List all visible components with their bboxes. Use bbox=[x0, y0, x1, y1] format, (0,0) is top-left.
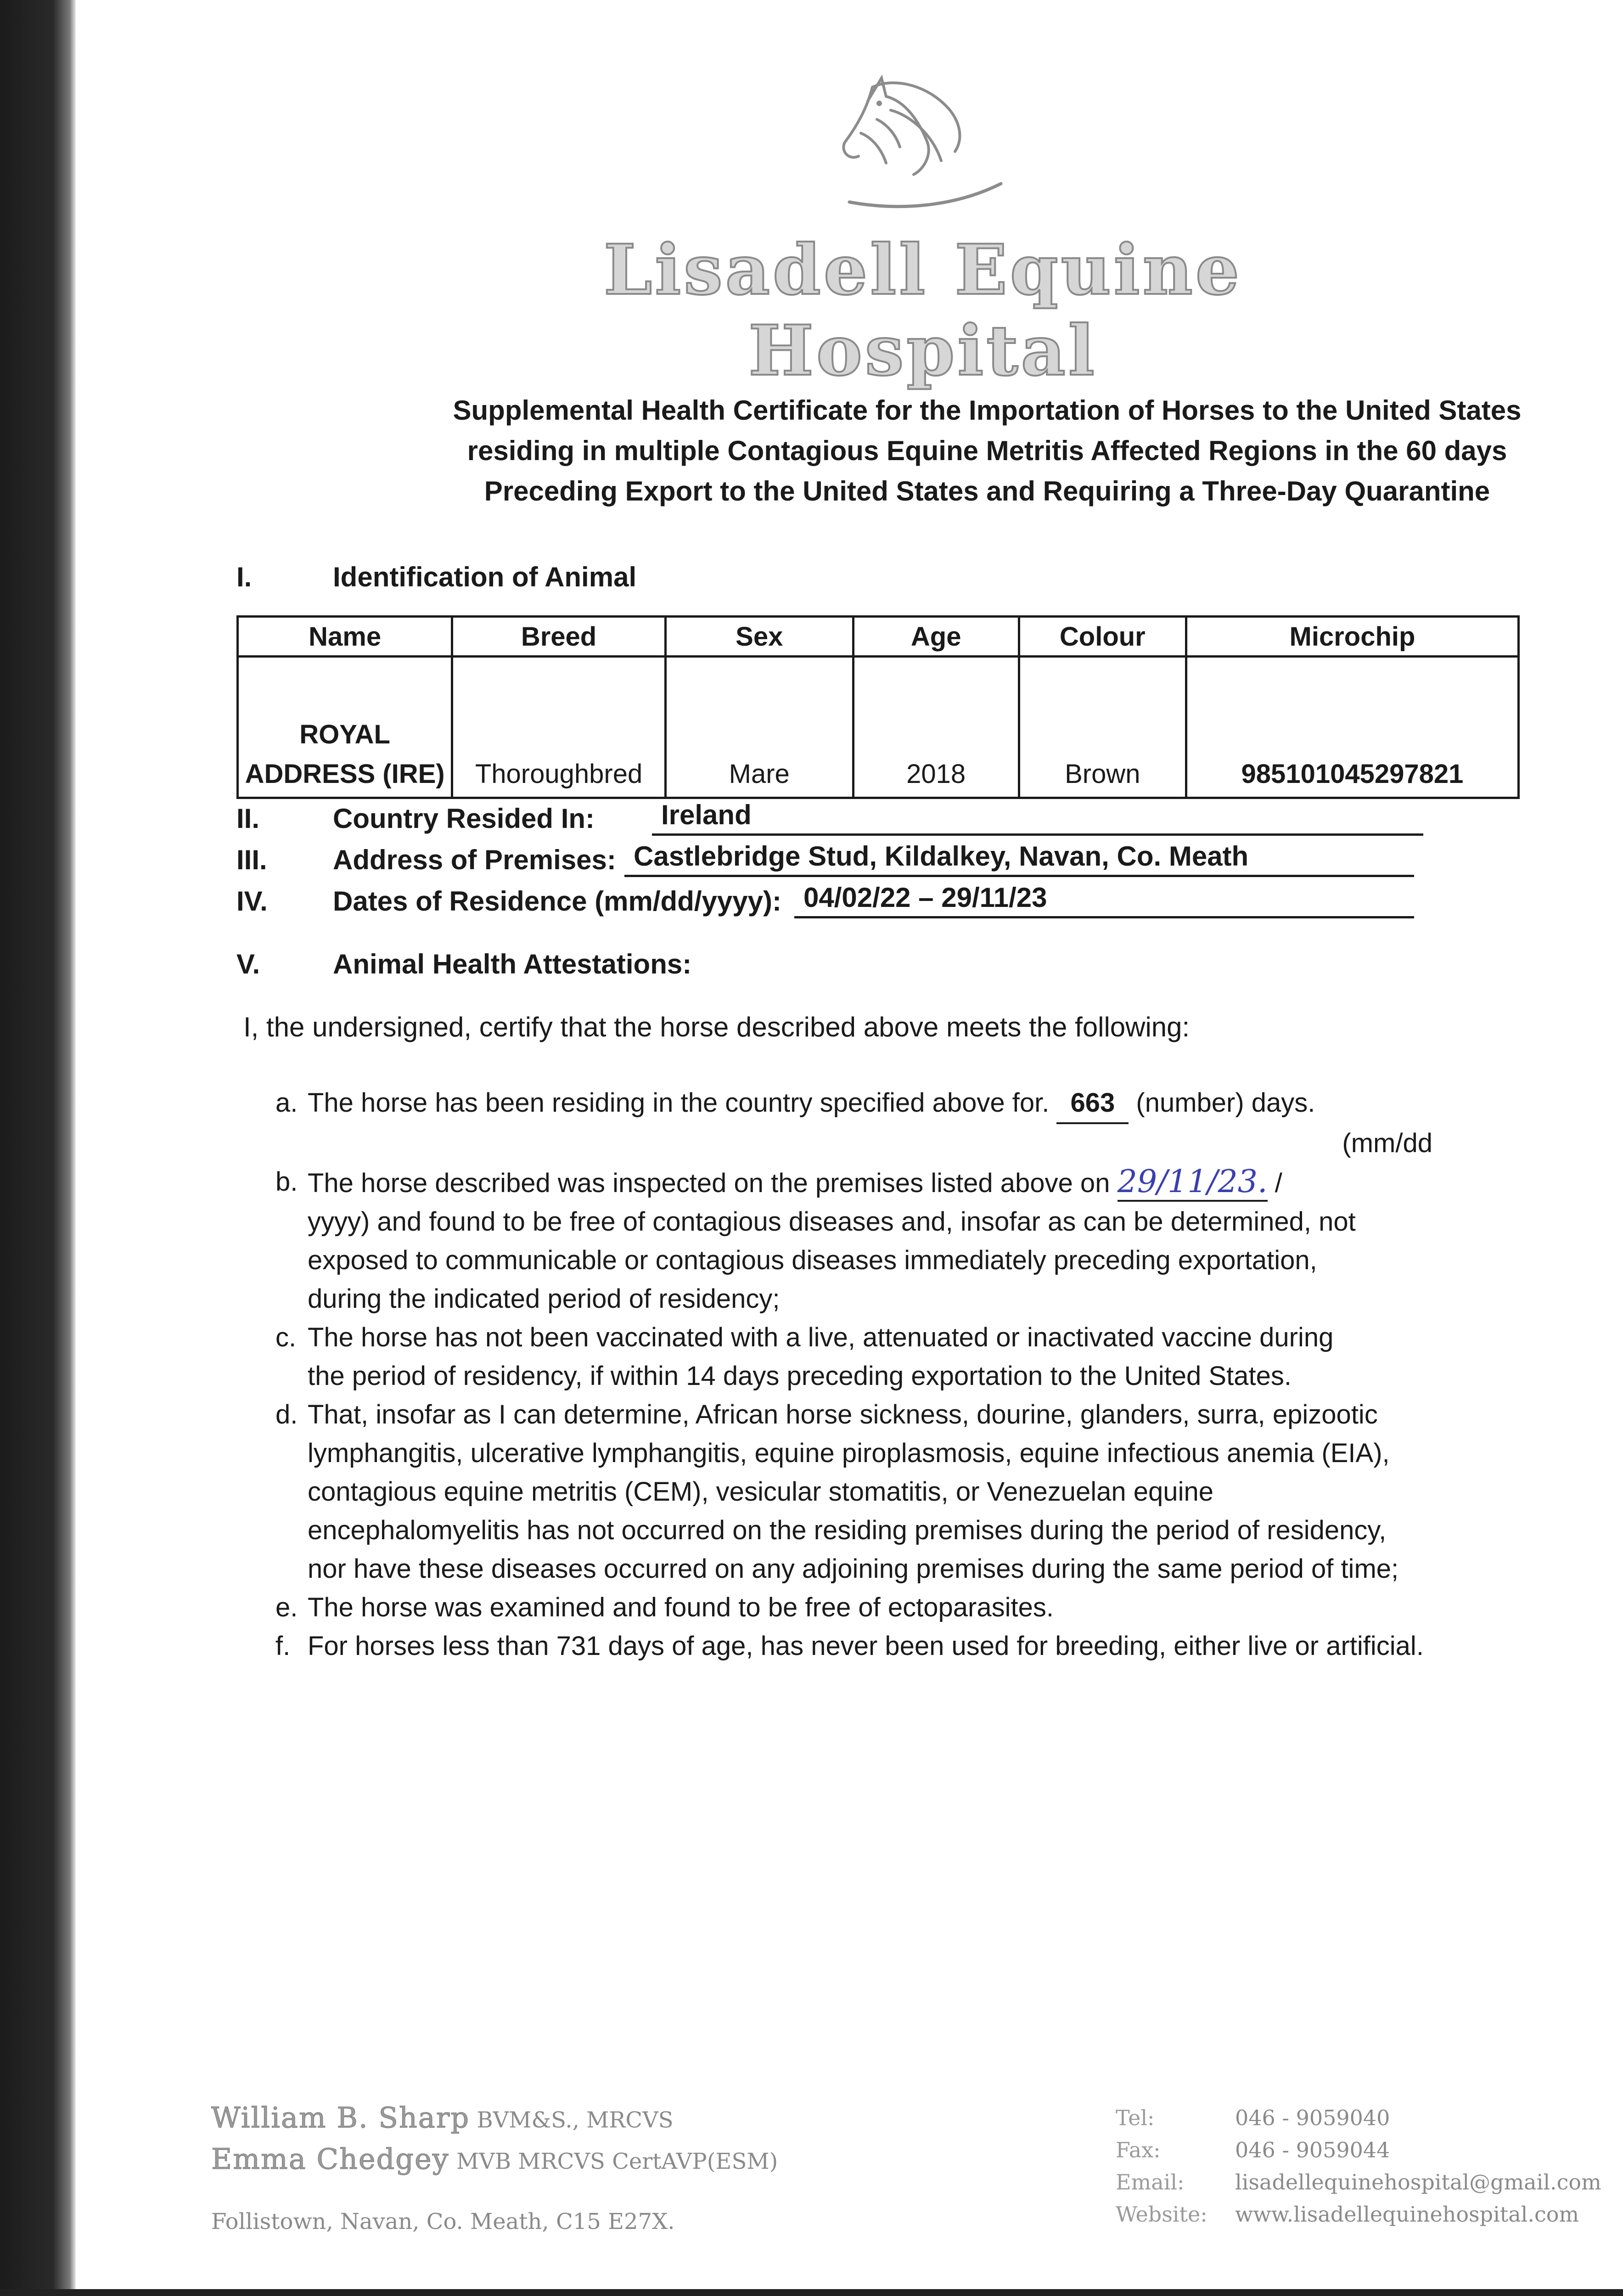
animal-sex: Mare bbox=[665, 657, 853, 798]
attestation-list bbox=[266, 1084, 1552, 1666]
column-header: Breed bbox=[452, 617, 666, 657]
item-line: the period of residency, if within 14 days preceding exportation to the United States. bbox=[308, 1361, 1292, 1391]
item-text: (number) days. bbox=[1136, 1088, 1315, 1118]
animal-name-line: ADDRESS (IRE) bbox=[245, 759, 445, 789]
item-line: The horse has not been vaccinated with a live, attenuated or inactivated vaccine during bbox=[308, 1322, 1334, 1352]
animal-age: 2018 bbox=[853, 657, 1019, 798]
premises-value: Castlebridge Stud, Kildalkey, Navan, Co. Meath bbox=[624, 838, 1414, 877]
fax-value: 046 - 9059044 bbox=[1235, 2138, 1390, 2162]
section-numeral: III. bbox=[236, 844, 267, 875]
tel-value: 046 - 9059040 bbox=[1235, 2105, 1390, 2130]
title-line: residing in multiple Contagious Equine Metritis Affected Regions in the 60 days bbox=[467, 435, 1507, 466]
fax-label: Fax: bbox=[1116, 2138, 1161, 2162]
attestation-item-b bbox=[266, 1163, 1552, 1318]
vet-1-quals: BVM&S., MRCVS bbox=[477, 2107, 674, 2133]
item-line: exposed to communicable or contagious diseases immediately preceding exportation, bbox=[308, 1245, 1317, 1275]
item-text: / bbox=[1275, 1168, 1282, 1198]
email-value: lisadellequinehospital@gmail.com bbox=[1235, 2170, 1601, 2195]
scan-dark-edge bbox=[0, 0, 76, 2296]
attestations-label: Animal Health Attestations: bbox=[333, 949, 692, 979]
item-letter: a. bbox=[275, 1088, 298, 1118]
column-header: Age bbox=[853, 617, 1019, 657]
attestation-item-a bbox=[266, 1084, 1552, 1124]
section-label: Identification of Animal bbox=[333, 562, 637, 592]
section-numeral: V. bbox=[236, 949, 260, 979]
item-line: lymphangitis, ulcerative lymphangitis, equine piroplasmosis, equine infectious anemia (EIA), bbox=[308, 1438, 1390, 1468]
column-header: Microchip bbox=[1186, 617, 1518, 657]
attestation-item-d bbox=[266, 1396, 1552, 1588]
animal-name bbox=[238, 657, 452, 798]
residence-dates-label: Dates of Residence (mm/dd/yyyy): bbox=[333, 886, 781, 917]
item-text: The horse was examined and found to be free of ectoparasites. bbox=[308, 1593, 1054, 1622]
mm-dd-note: (mm/dd bbox=[1342, 1128, 1432, 1158]
attestation-item-e bbox=[266, 1588, 1552, 1627]
item-line: That, insofar as I can determine, African horse sickness, dourine, glanders, surra, epizootic bbox=[308, 1400, 1378, 1429]
item-letter: e. bbox=[275, 1593, 298, 1622]
vet-1-name: William B. Sharp bbox=[211, 2101, 470, 2134]
horse-head-icon bbox=[817, 69, 1019, 234]
column-header: Colour bbox=[1019, 617, 1186, 657]
attestation-item-f bbox=[266, 1627, 1552, 1666]
animal-colour: Brown bbox=[1019, 657, 1186, 798]
item-line: contagious equine metritis (CEM), vesicular stomatitis, or Venezuelan equine bbox=[308, 1477, 1213, 1507]
column-header: Sex bbox=[665, 617, 853, 657]
residence-dates-value: 04/02/22 – 29/11/23 bbox=[794, 879, 1414, 918]
animal-breed: Thoroughbred bbox=[452, 657, 666, 798]
handwritten-inspection-date: 29/11/23. bbox=[1118, 1164, 1268, 1202]
item-line: nor have these diseases occurred on any adjoining premises during the same period of time; bbox=[308, 1554, 1399, 1584]
table-row bbox=[238, 657, 1519, 798]
tel-label: Tel: bbox=[1116, 2105, 1155, 2130]
website-value: www.lisadellequinehospital.com bbox=[1235, 2202, 1579, 2227]
animal-table bbox=[236, 615, 1520, 799]
item-letter: b. bbox=[275, 1167, 298, 1197]
country-value: Ireland bbox=[652, 797, 1423, 836]
animal-microchip: 985101045297821 bbox=[1186, 657, 1518, 798]
email-label: Email: bbox=[1116, 2170, 1185, 2195]
hospital-name: Lisadell Equine Hospital bbox=[603, 230, 1242, 391]
item-letter: c. bbox=[275, 1322, 297, 1352]
item-line: during the indicated period of residency; bbox=[308, 1284, 780, 1314]
attestation-intro: I, the undersigned, certify that the horse described above meets the following: bbox=[243, 1012, 1190, 1042]
table-header-row bbox=[238, 617, 1519, 657]
item-line: yyyy) and found to be free of contagious diseases and, insofar as can be determined, not bbox=[308, 1207, 1356, 1237]
scan-bottom-edge bbox=[0, 2289, 1623, 2296]
item-text: The horse described was inspected on the premises listed above on bbox=[308, 1168, 1110, 1198]
website-label: Website: bbox=[1116, 2202, 1207, 2227]
item-text: The horse has been residing in the country specified above for. bbox=[308, 1088, 1050, 1118]
hospital-address: Follistown, Navan, Co. Meath, C15 E27X. bbox=[211, 2209, 675, 2234]
country-label: Country Resided In: bbox=[333, 803, 595, 834]
vet-2 bbox=[211, 2142, 778, 2176]
item-letter: f. bbox=[275, 1631, 291, 1661]
days-value: 663 bbox=[1056, 1084, 1129, 1124]
vet-1 bbox=[211, 2101, 674, 2134]
item-text: For horses less than 731 days of age, has never been used for breeding, either live or artificial. bbox=[308, 1631, 1424, 1661]
item-letter: d. bbox=[275, 1400, 298, 1429]
certificate-title bbox=[413, 390, 1561, 512]
vet-2-name: Emma Chedgey bbox=[211, 2142, 449, 2176]
section-numeral: IV. bbox=[236, 886, 268, 917]
section-numeral: II. bbox=[236, 803, 260, 834]
premises-label: Address of Premises: bbox=[333, 844, 616, 875]
title-line: Preceding Export to the United States and Requiring a Three-Day Quarantine bbox=[484, 476, 1490, 506]
title-line: Supplemental Health Certificate for the Importation of Horses to the United States bbox=[453, 395, 1522, 426]
item-line: encephalomyelitis has not occurred on the residing premises during the period of residency, bbox=[308, 1515, 1387, 1545]
vet-2-quals: MVB MRCVS CertAVP(ESM) bbox=[456, 2149, 778, 2174]
column-header: Name bbox=[238, 617, 452, 657]
section-numeral: I. bbox=[236, 562, 252, 592]
attestation-item-c bbox=[266, 1318, 1552, 1396]
animal-name-line: ROYAL bbox=[299, 720, 390, 749]
